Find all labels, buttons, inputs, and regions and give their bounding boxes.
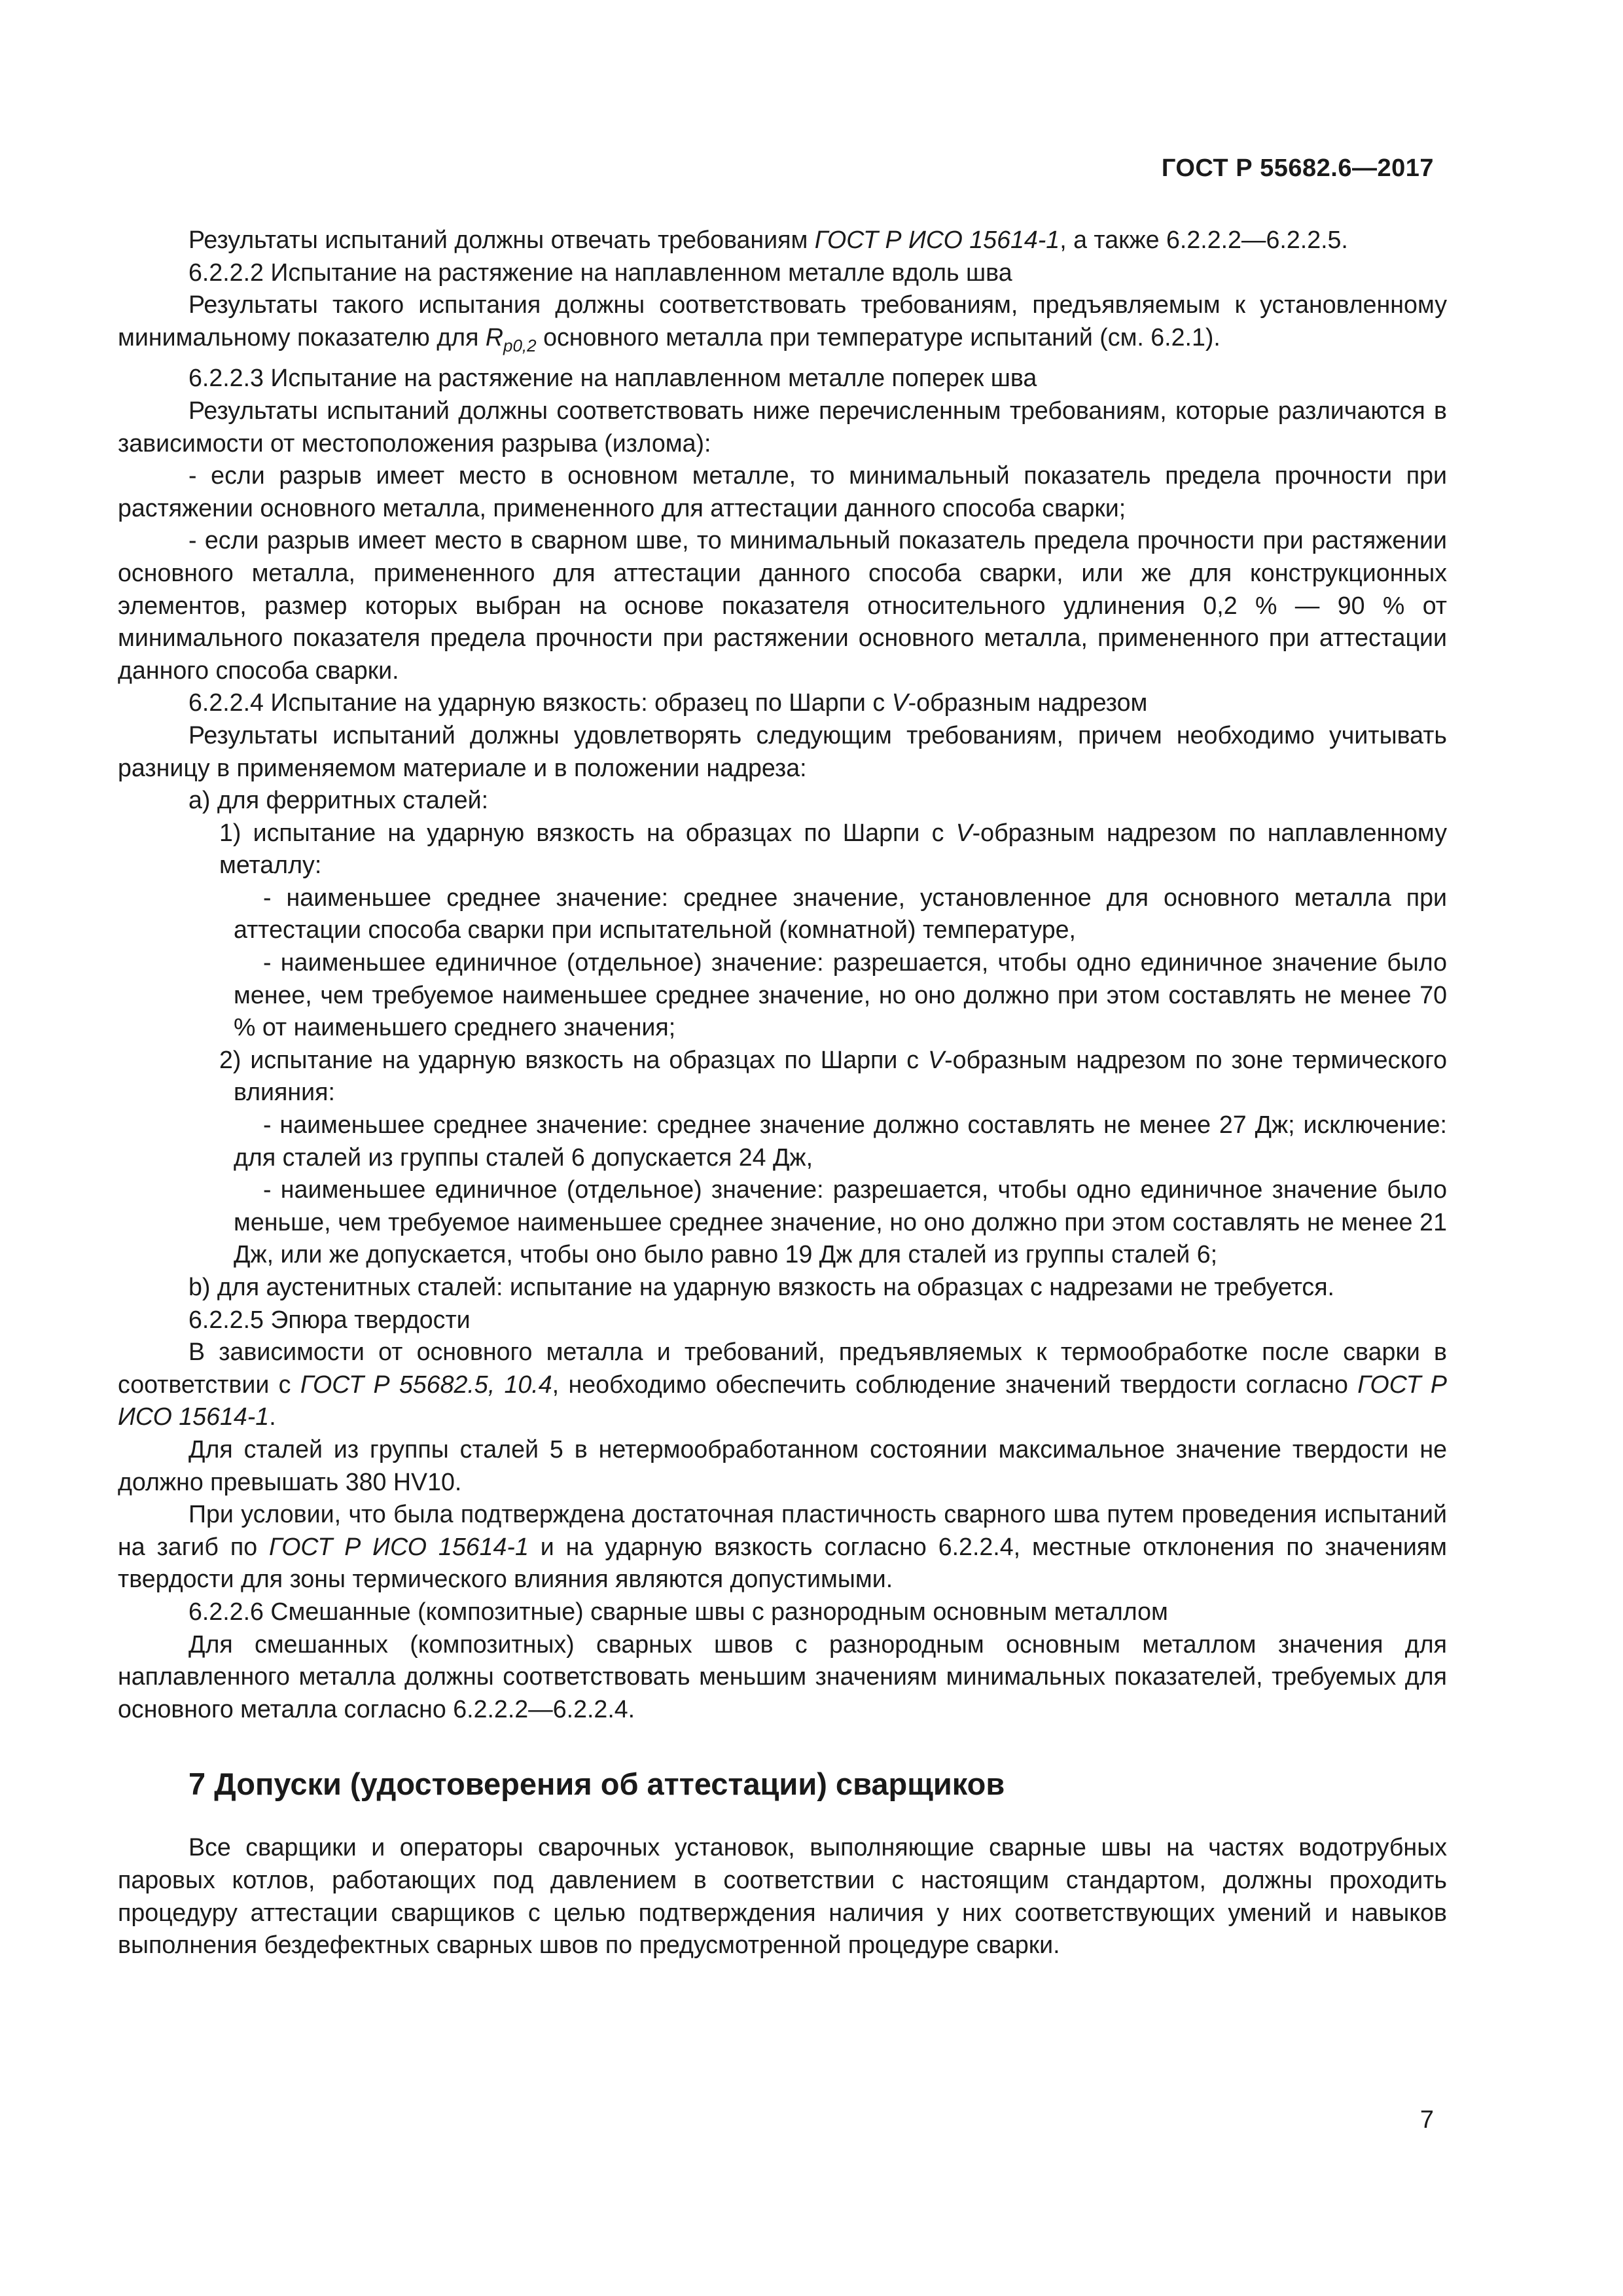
page-number: 7 [1419,2106,1434,2134]
clause-6-2-2-5-heading: 6.2.2.5 Эпюра твердости [188,1305,471,1333]
list-item-2-haz: 2) испытание на ударную вязкость на образцах по Шарпи с V-образным надрезом по зоне термического влияния: [219,1045,1447,1106]
document-body [118,224,1447,1962]
standard-reference: ГОСТ Р ИСО 15614-1 [814,226,1060,253]
clause-6-2-2-4-heading: 6.2.2.4 Испытание на ударную вязкость: образец по Шарпи с V-образным надрезом [188,689,1148,717]
clause-6-2-2-2-heading: 6.2.2.2 Испытание на растяжение на наплавленном металле вдоль шва [188,258,1012,286]
clause-6-2-2-3-heading: 6.2.2.3 Испытание на растяжение на наплавленном металле поперек шва [188,364,1037,392]
symbol-r: R [485,323,504,351]
paragraph-group-5-hardness: Для сталей из группы сталей 5 в нетермообработанном состоянии максимальное значение твердости не должно превышать 380 HV10. [118,1435,1447,1496]
paragraph-mixed-welds: Для смешанных (композитных) сварных швов с разнородным основным металлом значения для наплавленного металла должны соответствовать меньшим значениям минимальных показателей, требуемых для основного металла согласно 6.2.2.2—6.2.2.4. [118,1630,1447,1723]
paragraph-local-deviations: При условии, что была подтверждена достаточная пластичность сварного шва путем проведения испытаний на загиб по ГОСТ Р ИСО 15614-1 и на ударную вязкость согласно 6.2.2.4, местные отклонения по значениям твердости для зоны термического влияния являются допустимыми. [118,1500,1447,1593]
paragraph-fracture-location: Результаты испытаний должны соответствовать ниже перечисленным требованиям, которые различаются в зависимости от местоположения разрыва (излома): [118,396,1447,457]
standard-reference: ГОСТ Р ИСО 15614-1 [269,1532,529,1560]
clause-6-2-2-6-heading: 6.2.2.6 Смешанные (композитные) сварные швы с разнородным основным металлом [188,1597,1168,1625]
list-item-min-single-value: - наименьшее единичное (отдельное) значение: разрешается, чтобы одно единичное значение было менее, чем требуемое наименьшее среднее значение, но оно должно при этом составлять не менее 70 % от наименьшего среднего значения; [234,948,1447,1041]
standard-reference: ГОСТ Р 55682.5, 10.4 [300,1370,552,1398]
list-item-haz-min-single: - наименьшее единичное (отдельное) значение: разрешается, чтобы одно единичное значение было меньше, чем требуемое наименьшее среднее значение, но оно должно при этом составлять не менее 21 Дж, или же допускается, чтобы оно было равно 19 Дж для сталей из группы сталей 6; [234,1175,1447,1268]
list-item-haz-min-average: - наименьшее среднее значение: среднее значение должно составлять не менее 27 Дж; исключение: для сталей из группы сталей 6 допускается 24 Дж, [234,1111,1447,1171]
list-item-min-average-value: - наименьшее среднее значение: среднее значение, установленное для основного металла при аттестации способа сварки при испытательной (комнатной) температуре, [234,883,1447,944]
paragraph-results-requirements: Результаты испытаний должны отвечать требованиям ГОСТ Р ИСО 15614-1, а также 6.2.2.2—6.2.2.5. [188,226,1348,253]
document-header-id: ГОСТ Р 55682.6—2017 [1161,154,1434,182]
section-7-heading: 7 Допуски (удостоверения об аттестации) сварщиков [188,1767,1005,1802]
list-item-fracture-base-metal: - если разрыв имеет место в основном металле, то минимальный показатель предела прочности при растяжении основного металла, примененного для аттестации данного способа сварки; [118,461,1447,522]
list-item-b-austenitic: b) для аустенитных сталей: испытание на ударную вязкость на образцах с надрезами не требуется. [188,1273,1334,1300]
list-item-1-weld-metal: 1) испытание на ударную вязкость на образцах по Шарпи с V-образным надрезом по наплавленному металлу: [219,818,1447,879]
paragraph-impact-requirements: Результаты испытаний должны удовлетворять следующим требованиям, причем необходимо учитывать разницу в применяемом материале и в положении надреза: [118,721,1447,781]
paragraph-hardness-heat-treatment: В зависимости от основного металла и требований, предъявляемых к термообработке после сварки в соответствии с ГОСТ Р 55682.5, 10.4, необходимо обеспечить соблюдение значений твердости согласно ГОСТ Р ИСО 15614-1. [118,1338,1447,1431]
paragraph-welder-qualification: Все сварщики и операторы сварочных установок, выполняющие сварные швы на частях водотрубных паровых котлов, работающих под давлением в соответствии с настоящим стандартом, должны проходить процедуру аттестации сварщиков с целью подтверждения наличия у них соответствующих умений и навыков выполнения бездефектных сварных швов по предусмотренной процедуре сварки. [118,1833,1447,1959]
list-item-a-ferritic: а) для ферритных сталей: [188,786,489,814]
list-item-fracture-weld: - если разрыв имеет место в сварном шве, то минимальный показатель предела прочности при растяжении основного металла, примененного для аттестации данного способа сварки, или же для конструкционных элементов, размер которых выбран на основе показателя относительного удлинения 0,2 % — 90 % от минимального показателя предела прочности при растяжении основного металла, примененного при аттестации данного способа сварки. [118,526,1447,684]
symbol-subscript: p0,2 [503,335,537,355]
paragraph-rp02-requirement: Результаты такого испытания должны соответствовать требованиям, предъявляемым к установленному минимальному показателю для $R_{p0,2}$ основного металла при температуре испытаний (см. 6.2.1). [118,291,1447,355]
standard-reference: ГОСТ Р ИСО 15614-1 [118,1370,1447,1431]
